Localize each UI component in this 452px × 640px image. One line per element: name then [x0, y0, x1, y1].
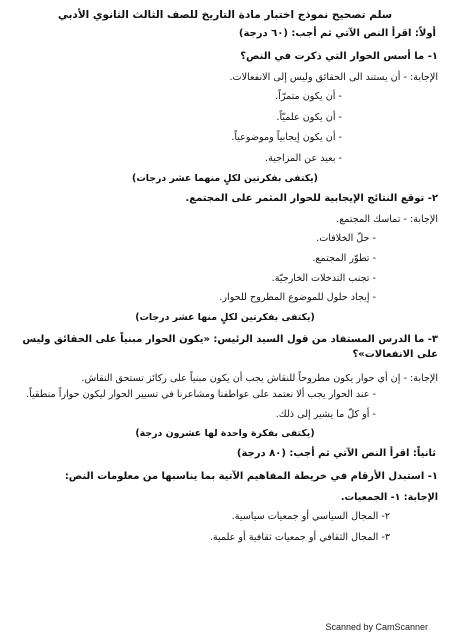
question-2-answer: الإجابة: - تماسك المجتمع.: [336, 213, 438, 225]
question-2-item: - حلّ الخلافات.: [316, 233, 376, 245]
part2-heading: ثانياً: اقرأ النص الآتي ثم أجب: (٨٠ درجة): [236, 447, 436, 459]
question-1-item: - أن يكون إيجابياً وموضوعياً.: [231, 132, 342, 144]
question-1-item: - أن يكون علميّاً.: [276, 111, 342, 123]
question-3-answer-line: - أو كلّ ما يشير إلى ذلك.: [275, 408, 376, 420]
document-title: سلم تصحيح نموذج اختبار مادة التاريخ للصف الثالث الثانوي الأدبي: [57, 9, 393, 21]
question-3-answer-line: - عند الحوار يجب ألا نعتمد على عواطفنا ومشاعرنا في تسيير الحوار ليكون حواراً منطقياً.: [26, 389, 376, 401]
question-1-item: - بعيد عن المزاجية.: [265, 152, 342, 164]
part2-question-1-answer: الإجابة: ١- الجمعيات.: [340, 491, 438, 503]
question-2-item: - إيجاد حلول للموضوع المطروح للحوار.: [219, 292, 376, 304]
scanner-watermark: Scanned by CamScanner: [325, 622, 428, 632]
question-2: ٢- توقع النتائج الإيجابية للحوار المثمر على المجتمع.: [185, 192, 438, 204]
question-3-answer: الإجابة: - إن أي حوار يكون مطروحاً للنقاش يجب أن يكون مبنياً على ركائز تستحق النقاش.: [81, 373, 438, 385]
question-1-item: - أن يكون متمرّاً.: [275, 91, 342, 103]
question-1: ١- ما أسس الحوار التي ذكرت في النص؟: [240, 50, 438, 62]
part1-heading: أولاً: اقرأ النص الآتي ثم أجب: (٦٠ درجة): [238, 27, 436, 39]
question-2-item: - تطوّر المجتمع.: [312, 253, 376, 265]
question-1-grading-note: (يكتفى بفكرتين لكلٍ منهما عشر درجات): [132, 173, 318, 185]
question-2-grading-note: (يكتفى بفكرتين لكلٍ منها عشر درجات): [135, 311, 315, 323]
part2-question-1-item: ٢- المجال السياسي أو جمعيات سياسية.: [231, 511, 390, 523]
question-3: ٣- ما الدرس المستفاد من قول السيد الرئيس: «يكون الحوار مبنياً على الحقائق وليس على الانفعالات»؟: [22, 334, 438, 361]
question-1-answer: الإجابة: - أن يستند الى الحقائق وليس إلى الانفعالات.: [229, 71, 438, 83]
part2-question-1: ١- استبدل الأرقام في خريطة المفاهيم الآتية بما يناسبها من معلومات النص:: [64, 470, 438, 482]
part2-question-1-item: ٣- المجال الثقافي أو جمعيات ثقافية أو علمية.: [209, 532, 390, 544]
question-2-item: - تجنب التدخلات الخارجيّة.: [271, 272, 376, 284]
question-3-grading-note: (يكتفى بفكرة واحدة لها عشرون درجة): [135, 428, 315, 440]
